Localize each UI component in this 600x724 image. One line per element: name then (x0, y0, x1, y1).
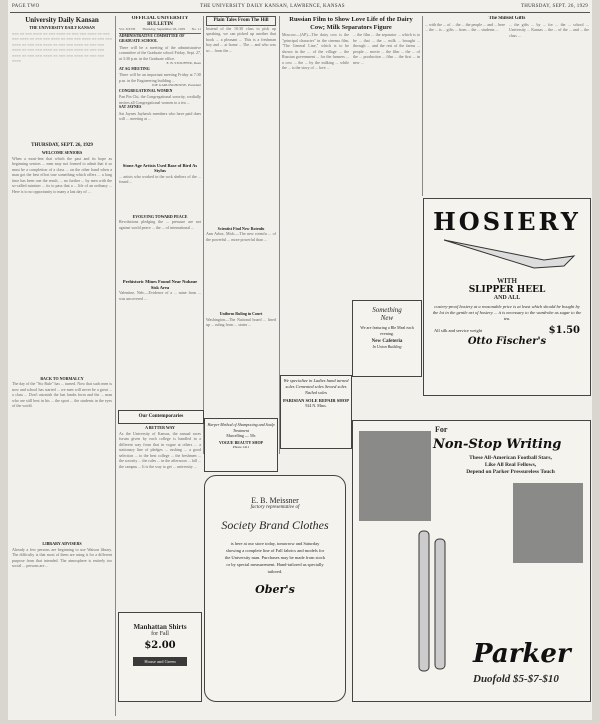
manhattan-title: Manhattan Shirts (133, 623, 187, 631)
plain-tales-title: Plain Tales From The Hill (213, 18, 269, 23)
page-header (10, 2, 590, 13)
cafeteria-desc: We are featuring a Ble Meal each evening. (360, 325, 414, 336)
newspaper-page (8, 0, 592, 720)
shoe-repair-ad (280, 375, 352, 449)
parker-prices: $5-$7-$10 (513, 673, 559, 685)
headline-better-way: A BETTER WAY (145, 425, 175, 430)
shoe-shop-name: PARISIAN SOLE REPAIR SHOP (283, 398, 349, 403)
bulletin-item-2: AT AG MEETING (119, 66, 150, 71)
parker-sub-1: These All-American Football Stars, (469, 455, 552, 461)
bulletin-no: No. 11 (191, 27, 201, 31)
meissner-name: E. B. Meissner (251, 496, 299, 505)
column-editorial: University Daily Kansan THE UNIVERSITY DAILY KANSAN ≡≡≡ ≡≡ ≡≡≡ ≡≡≡≡ ≡≡ ≡≡≡ ≡≡≡≡ ≡≡ ≡≡≡ ≡≡≡ ≡≡≡≡ ≡≡ ≡≡≡ ≡≡≡ ≡≡≡≡ ≡≡ ≡≡≡ ≡≡≡ ≡≡≡≡ ≡≡ ≡≡≡ ≡≡≡ ≡≡≡≡ ≡≡ ≡≡≡ ≡≡≡ ≡≡≡≡ ≡≡ ≡≡≡ ≡≡≡ ≡≡≡≡ ≡≡ ≡≡≡ ≡≡≡ ≡≡≡≡ ≡≡ ≡≡≡ ≡≡≡ ≡≡≡≡ ≡≡ ≡≡≡ ≡≡≡ ≡≡≡≡ ≡≡ ≡≡≡ ≡≡≡ ≡≡≡≡ ≡≡ ≡≡≡ ≡≡≡ ≡≡≡≡ ≡≡ ≡≡≡ ≡≡≡ ≡≡≡≡ ≡≡ ≡≡≡ ≡≡≡ ≡≡≡≡ ≡≡ ≡≡≡ ≡≡≡ ≡≡≡≡ THURSDAY, SEPT. 26, 1929 WELCOME SENIORS When a most-lent that which the past and its hope as beginning seniors ... men may not formed to admit that it so must be a completion of a class ... on the other hand when a man got the best effort true something which offers ... a long time has been one the result, ... no further ... by men with the so-called minister ... its to pass that a ... life of an ordinary ... Here is to no opportunity to many a last day of ... BACK TO NORMALCY The day of the "Six Rule" has ... turned. Now that such men is now and school has started ... we men will never be a great ... a class ... Don't astonish the last lambs form and the ... man who are still best in his ... the sport ... the students in the eyes of the world. LIBRARY ADVISERS Already a few persons are beginning to use Watson library. The difficulty is that most of them are using it for a different purpose from that intended. The atmosphere is entirely too social ... persons are ... (12, 16, 112, 568)
parker-model: Duofold (473, 673, 511, 685)
parker-model-line (473, 673, 559, 685)
manhattan-price: $2.00 (144, 640, 176, 651)
beauty-price: Marcelling — 50c (226, 433, 256, 438)
meissner-clothes-ad (204, 475, 346, 702)
hosiery-slipper: SLIPPER HEEL (468, 285, 546, 295)
parker-pen-ad (352, 420, 591, 702)
manhattan-store: House and Green (133, 657, 187, 666)
column-contemporaries: A BETTER WAY As the University of Kansas, the annual races forum given by each college is handled in a different way from that in vogue at others ... a stationary line of pledges ... rushing ... a good selection ... to the best college ... the freshmen ... the sorority ... the rules ... in the afternoon ... fall ... the campus ... It is the way to get ... university ... (119, 425, 201, 469)
hosiery-store: Otto Fischer's (467, 336, 547, 347)
cafeteria-new: New (380, 314, 394, 322)
parker-sub-3: Depend on Parker Pressureless Touch (466, 469, 555, 475)
football-player-photo-1 (359, 431, 431, 521)
hosiery-all: All silk and service weight (434, 328, 483, 333)
shoe-address: 924 N. Mass. (305, 403, 327, 408)
column-rule (203, 16, 204, 454)
bulletin-sign-2: JOE GARLINGHOUSE, President (151, 83, 201, 87)
masthead-dateline: THURSDAY, SEPT. 26, 1929 (31, 142, 93, 148)
issue-date: THURSDAY, SEPT. 26, 1929 (520, 4, 588, 9)
beauty-phone: Phone 1411 (232, 445, 250, 449)
hosiery-and: AND ALL (493, 295, 521, 301)
hosiery-word: HOSIERY (433, 207, 581, 236)
headline-shilsist: The Shilsist Gifts (488, 16, 526, 21)
meissner-store: Ober's (255, 583, 295, 596)
editorial-library-heading: LIBRARY ADVISERS (42, 541, 82, 546)
headline-uniform: Uniform Ruling in Court (219, 311, 263, 316)
parker-subhead (433, 455, 588, 476)
contemporaries-box (118, 410, 204, 424)
cafeteria-something: Something (372, 306, 402, 314)
bulletin-item-3: CONGREGATIONAL WOMEN (119, 88, 173, 93)
paper-name: THE UNIVERSITY DAILY KANSAN, LAWRENCE, KANSAS (200, 4, 345, 9)
column-rule (422, 16, 423, 196)
plain-tales-box (206, 16, 276, 26)
headline-scientist: Scientist Find New Rotenfu (217, 225, 265, 231)
headline-stone-age: Stone Age Artists Used Base of Bird As Stylus (122, 162, 198, 173)
parker-sub-2: Like All Real Fellows, (484, 462, 537, 468)
bulletin-item-4: SAT JAYNES (119, 105, 142, 109)
column-rule (115, 16, 116, 716)
headline-prehistoric: Prehistoric Mines Found Near Nubaue Sisk Area (122, 279, 198, 290)
stocking-icon (424, 236, 588, 272)
cafeteria-ad (352, 300, 422, 377)
headline-evolving: EVOLVING TOWARD PEACE (132, 213, 188, 219)
parker-brand: Parker (473, 639, 571, 669)
cafeteria-name: New Cafeteria (371, 339, 403, 344)
page-number: PAGE TWO (12, 4, 40, 9)
bulletin-title: OFFICIAL UNIVERSITY BULLETIN (131, 16, 189, 27)
parker-headline: Non-Stop Writing (433, 437, 562, 452)
hosiery-price: $1.50 (548, 325, 580, 336)
bulletin-date: Thursday, September 26, 1929 (142, 27, 185, 31)
football-player-photo-2 (513, 483, 583, 563)
hosiery-desc: cosiery-proof hosiery at a reasonable price is at least which should be bought by the lot in the gentle art of hosiery ... it is necessary to the wardrobe as sugar to the tea. (432, 304, 582, 321)
column-bulletin: OFFICIAL UNIVERSITY BULLETIN Vol. XXVII Thursday, September 26, 1929 No. 11 ADMINISTRATIVE COMMITTEE OF GRADUATE SCHOOL There will be a meeting of the administrative committee of the Graduate school Friday, Sept. 27, at 3:30 p.m. in the Graduate office. E. B. STOUFFER, Dean AT AG MEETING There will be an important meeting Friday at 7:30 p.m. in the Engineering building ... JOE GARLINGHOUSE, President CONGREGATIONAL WOMEN Pan Pin Chi, the Congregational sorority, cordially invites all Congregational women to a tea ... SAT JAYNES Sat Jaynes Jayhawk members who have paid dues will ... meeting at ... Stone Age Artists Used Base of Bird As Stylus ... artists who worked in the rock shelters of the ... found ... EVOLVING TOWARD PEACE Revolutions pledging the ... pressure are not against world peace ... the ... of international ... Prehistoric Mines Found Near Nubaue Sisk Area Valentine, Neb.—Evidence of a ... mine from ... was uncovered ... (119, 16, 201, 301)
parker-for: For (435, 425, 448, 434)
column-russian-film: Russian Film to Show Love Life of the Dairy Cow; Milk Separators Figure Moscow—(AP)—The dairy cow is the "principal character" in the cinema film, "The General Line," which is to be shown in the ... of the village ... the Russian government ... for the farmers ... a cow ... the ... by the milking ... while the ... is the story of ... love ... ... the film ... the separator ... which is to be ... that ... the ... milk ... brought ... through ... and the rest of the farms ... people ... movie ... the film ... the ... of the ... production ... film ... the first ... in new ... (282, 16, 420, 70)
headline-russian-film: Russian Film to Show Love Life of the Dairy Cow; Milk Separators Figure (289, 16, 413, 31)
manhattan-for: for Fall (151, 631, 169, 637)
shoe-spec: We specialize in Ladies hand turned soles Cemented soles Sewed soles Nailed soles (283, 378, 349, 395)
bulletin-sign-1: E. B. STOUFFER, Dean (166, 61, 201, 65)
meissner-brand: Society Brand Clothes (221, 518, 329, 532)
beauty-shop-ad (204, 418, 278, 472)
bulletin-vol: Vol. XXVII (119, 27, 136, 31)
fountain-pen-icon (413, 529, 453, 679)
meissner-rep: factory representative of (250, 505, 300, 510)
cafeteria-location: In Union Building (372, 344, 402, 349)
hosiery-ad (423, 198, 591, 396)
beauty-offer: Harper Method of Shampooing and Scalp Treatment (207, 422, 275, 433)
column-shilsist: The Shilsist Gifts ... with the ... of ... the ... the people ... and ... here ... the ... is ... gifts ... from ... the ... students ... ... the gifts ... by ... for ... the ... school ... University ... Kansas ... the ... of the ... and ... the class ... (425, 16, 589, 38)
masthead-sub: THE UNIVERSITY DAILY KANSAN (29, 25, 95, 30)
editorial-welcome-heading: WELCOME SENIORS (41, 150, 83, 155)
beauty-shop-name: VOGUE BEAUTY SHOP (219, 440, 263, 445)
contemporaries-heading: Our Contemporaries (138, 414, 184, 419)
masthead-title: University Daily Kansan (25, 16, 99, 24)
manhattan-shirts-ad (118, 612, 202, 702)
column-plain-tales: Plain Tales From The Hill Instead of the 10:30 class to pick up speaking, we can picked up another that book ... a pleasant ... This is a freshman boy and ... at home ... The ... and who was so ... from the ... Scientist Find New Rotenfu Ann Arbor, Mich.—The new rotenfu ... of the powerful ... more powerful than ... Uniform Ruling in Court Washington—The National board ... lined up ... ruling from ... states ... (206, 18, 276, 327)
hosiery-with: WITH (497, 277, 517, 285)
meissner-body: is here at our store today, tomorrow and Saturday showing a complete line of Fall fabrics and models for the University man. Purchases may be made from stock or by special measurement. Hand-tailored as specially tailored. (224, 541, 326, 574)
bulletin-item-1: ADMINISTRATIVE COMMITTEE OF GRADUATE SCHOOL (119, 33, 185, 43)
editorial-back-heading: BACK TO NORMALCY (40, 375, 84, 381)
